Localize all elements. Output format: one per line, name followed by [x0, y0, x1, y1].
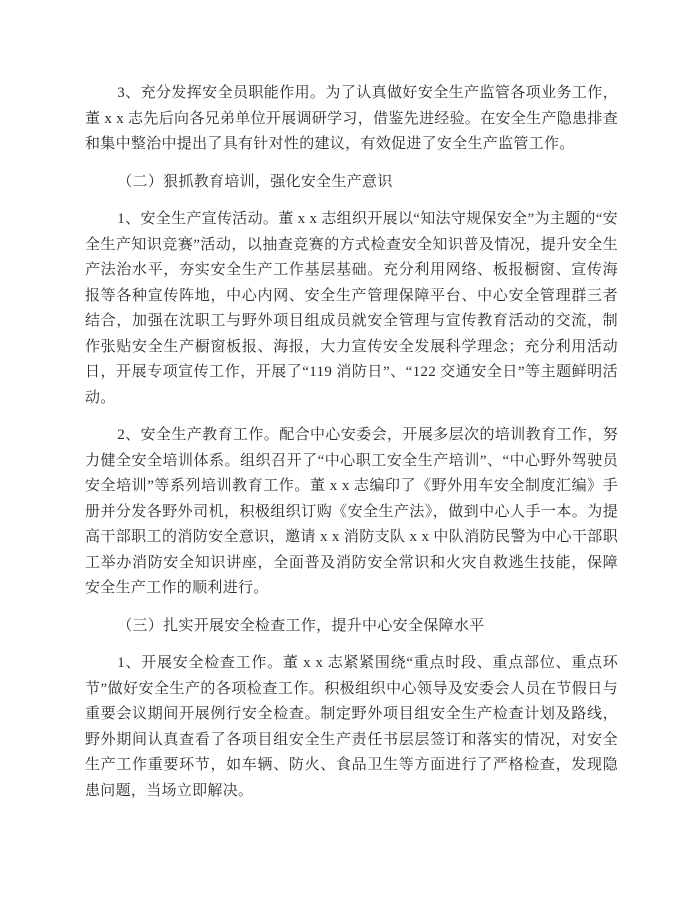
- section-heading: （三）扎实开展安全检查工作，提升中心安全保障水平: [117, 617, 485, 634]
- body-paragraph: 1、开展安全检查工作。董 x x 志紧紧围绕“重点时段、重点部位、重点环节”做好安全生产的各项检查工作。积极组织中心领导及安委会人员在节假日与重要会议期间开展例行安全检查。制定野外项目组安全生产检查计划及路线，野外期间认真查看了各项目组安全生产责任书层层签订和落实的情况，对安全生产工作重要环节，如车辆、防火、食品卫生等方面进行了严格检查，发现隐患问题，当场立即解决。: [85, 655, 618, 799]
- body-paragraph: 1、安全生产宣传活动。董 x x 志组织开展以“知法守规保安全”为主题的“安全生产知识竞赛”活动，以抽查竞赛的方式检查安全知识普及情况，提升安全生产法治水平，夯实安全生产工作基层基础。充分利用网络、板报橱窗、宣传海报等各种宣传阵地，中心内网、安全生产管理保障平台、中心安全管理群三者结合，加强在沈职工与野外项目组成员就安全管理与宣传教育活动的交流，制作张贴安全生产橱窗板报、海报，大力宣传安全发展科学理念；充分利用活动日，开展专项宣传工作，开展了“119 消防日”、“122 交通安全日”等主题鲜明活动。: [85, 211, 618, 406]
- section-heading: （二）狠抓教育培训，强化安全生产意识: [117, 173, 393, 190]
- body-paragraph: 3、充分发挥安全员职能作用。为了认真做好安全生产监管各项业务工作，董 x x 志先后向各兄弟单位开展调研学习，借鉴先进经验。在安全生产隐患排查和集中整治中提出了具有针对性的建议，有效促进了安全生产监管工作。: [85, 85, 618, 152]
- body-paragraph: 2、安全生产教育工作。配合中心安委会，开展多层次的培训教育工作，努力健全安全培训体系。组织召开了“中心职工安全生产培训”、“中心野外驾驶员安全培训”等系列培训教育工作。董 x x 志编印了《野外用车安全制度汇编》手册并分发各野外司机，积极组织订购《安全生产法》，做到中心人手一本。为提高干部职工的消防安全意识，邀请 x x 消防支队 x x 中队消防民警为中心干部职工举办消防安全知识讲座，全面普及消防安全常识和火灾自救逃生技能，保障安全生产工作的顺利进行。: [85, 427, 618, 596]
